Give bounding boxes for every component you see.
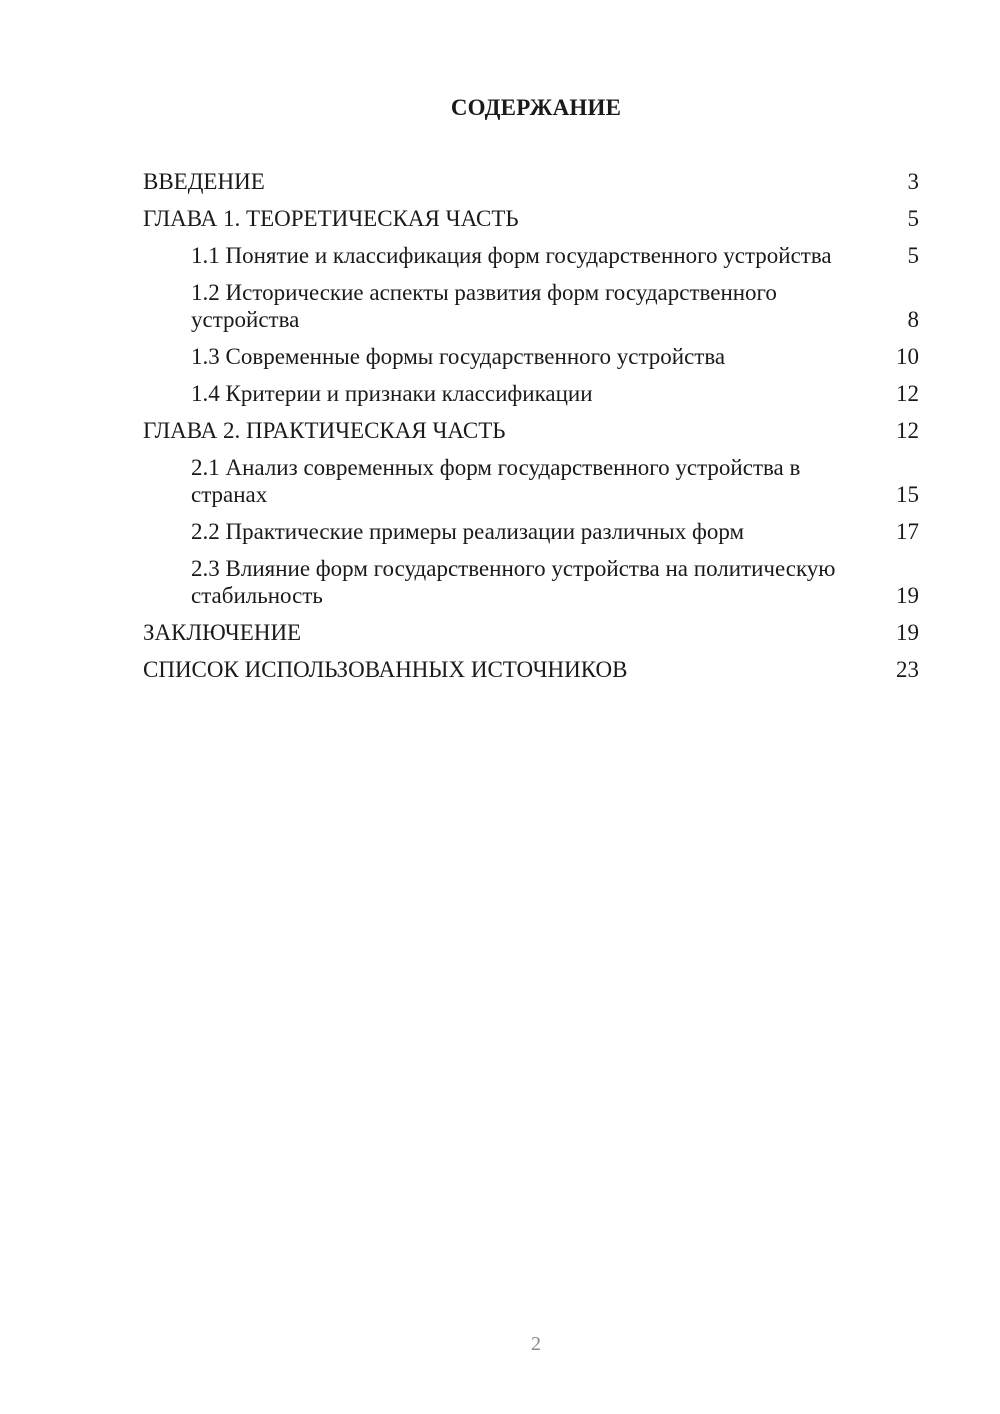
toc-entry-label: ГЛАВА 2. ПРАКТИЧЕСКАЯ ЧАСТЬ — [143, 418, 506, 443]
toc-title: СОДЕРЖАНИЕ — [450, 95, 622, 120]
toc-entry-page: 3 — [907, 169, 919, 194]
toc-entry-page: 12 — [896, 381, 919, 406]
toc-entry-label: 1.1 Понятие и классификация форм государственного устройства — [191, 243, 832, 268]
toc-entry-label: 1.2 Исторические аспекты развития форм государственного устройства — [191, 280, 777, 332]
toc-entry-1-2 — [143, 279, 919, 333]
toc-entry-label: 2.2 Практические примеры реализации различных форм — [191, 519, 745, 544]
toc-entry-page: 19 — [896, 583, 919, 608]
toc-entry-page: 23 — [896, 657, 919, 682]
toc-entry-1-4 — [143, 380, 919, 407]
toc-entry-page: 5 — [907, 206, 919, 231]
toc-entry-2-3 — [143, 555, 919, 609]
toc-entry-label: 1.3 Современные формы государственного устройства — [191, 344, 726, 369]
table-of-contents — [143, 168, 919, 693]
toc-entry-page: 19 — [896, 620, 919, 645]
toc-entry-2-2 — [143, 518, 919, 545]
toc-entry-chapter-1 — [143, 205, 919, 232]
page-number: 2 — [531, 1333, 541, 1355]
toc-entry-label: 2.1 Анализ современных форм государственного устройства в странах — [191, 455, 801, 507]
toc-entry-page: 10 — [896, 344, 919, 369]
toc-entry-page: 17 — [896, 519, 919, 544]
toc-entry-page: 15 — [896, 482, 919, 507]
toc-entry-label: ГЛАВА 1. ТЕОРЕТИЧЕСКАЯ ЧАСТЬ — [143, 206, 519, 231]
toc-entry-label: 2.3 Влияние форм государственного устройства на политическую стабильность — [191, 556, 836, 608]
toc-entry-page: 12 — [896, 418, 919, 443]
toc-entry-page: 8 — [907, 307, 919, 332]
toc-entry-1-1 — [143, 242, 919, 269]
toc-entry-references — [143, 656, 919, 683]
toc-entry-1-3 — [143, 343, 919, 370]
toc-entry-conclusion — [143, 619, 919, 646]
toc-entry-label: 1.4 Критерии и признаки классификации — [191, 381, 593, 406]
toc-entry-chapter-2 — [143, 417, 919, 444]
toc-entry-label: ЗАКЛЮЧЕНИЕ — [143, 620, 302, 645]
toc-entry-label: ВВЕДЕНИЕ — [143, 169, 265, 194]
toc-entry-page: 5 — [907, 243, 919, 268]
toc-entry-label: СПИСОК ИСПОЛЬЗОВАННЫХ ИСТОЧНИКОВ — [143, 657, 628, 682]
toc-entry-2-1 — [143, 454, 919, 508]
toc-entry-introduction — [143, 168, 919, 195]
